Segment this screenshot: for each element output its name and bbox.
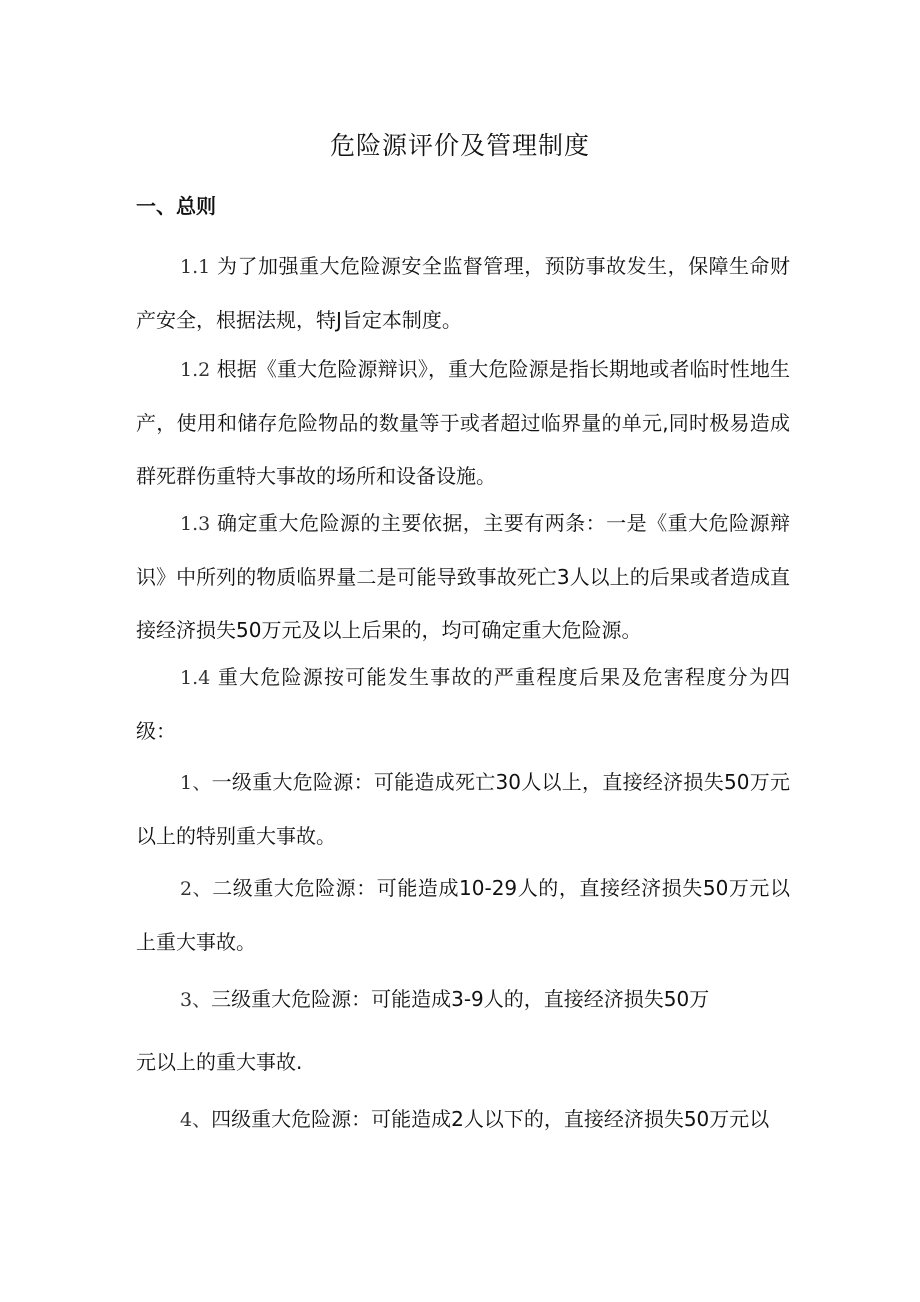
paragraph-text: 确定重大危险源的主要依据，主要有两条：一是《重大危险源辩识》中所列的物质临界量二是可能导致事故死亡3人以上的后果或者造成直接经济损失50万元及以上后果的，均可确定重大危险源。 (136, 511, 790, 642)
paragraph-text: 为了加强重大危险源安全监督管理，预防事故发生，保障生命财产安全，根据法规，特J旨定本制度。 (136, 254, 790, 332)
item-text: 一级重大危险源：可能造成死亡30人以上，直接经济损失50万元以上的特别重大事故。 (136, 770, 790, 848)
paragraph-1-1 (136, 240, 790, 347)
item-number: 2、 (180, 878, 213, 900)
item-number: 1、 (180, 772, 212, 794)
level-2-item (136, 862, 790, 969)
paragraph-number: 1.4 (180, 667, 211, 689)
paragraph-1-3 (136, 497, 790, 657)
paragraph-number: 1.1 (180, 256, 211, 278)
paragraph-number: 1.2 (180, 359, 211, 381)
item-text: 四级重大危险源：可能造成2人以下的，直接经济损失50万元以 (211, 1107, 770, 1131)
paragraph-text: 重大危险源按可能发生事故的严重程度后果及危害程度分为四级： (136, 665, 790, 743)
paragraph-text: 根据《重大危险源辩识》，重大危险源是指长期地或者临时性地生产，使用和储存危险物品的数量等于或者超过临界量的单元,同时极易造成群死群伤重特大事故的场所和设备设施。 (136, 357, 790, 488)
level-3-continuation: 元以上的重大事故. (136, 1050, 303, 1074)
document-title: 危险源评价及管理制度 (329, 131, 590, 160)
item-number: 4、 (180, 1109, 212, 1131)
item-number: 3、 (180, 989, 212, 1011)
paragraph-1-4 (136, 651, 790, 758)
level-4-item (136, 1093, 790, 1147)
item-text: 三级重大危险源：可能造成3-9人的，直接经济损失50万 (211, 987, 710, 1011)
item-text: 二级重大危险源：可能造成10-29人的，直接经济损失50万元以上重大事故。 (136, 876, 790, 954)
level-1-item (136, 756, 790, 863)
paragraph-1-2 (136, 343, 790, 503)
level-3-item (136, 973, 790, 1027)
paragraph-number: 1.3 (180, 513, 211, 535)
section-heading: 一、总则 (136, 194, 216, 218)
